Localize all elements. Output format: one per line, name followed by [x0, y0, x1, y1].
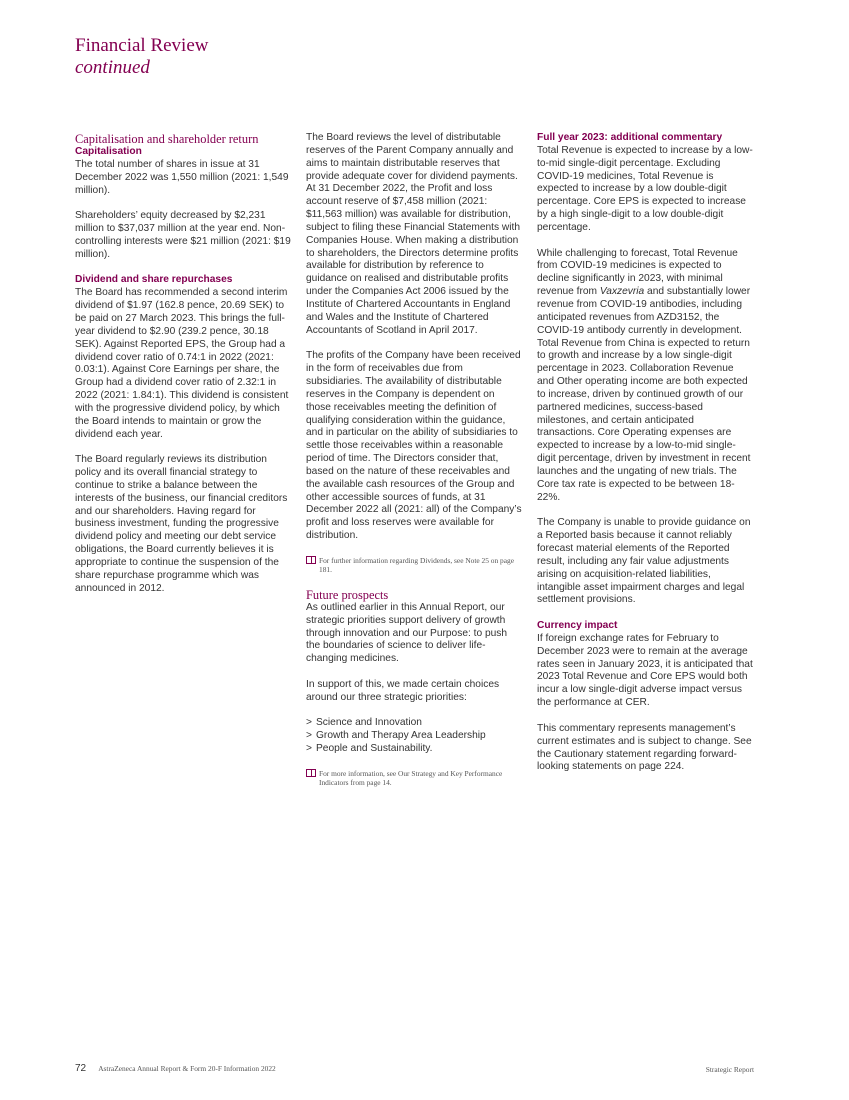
list-item: > Science and Innovation — [306, 717, 522, 730]
section-title-capitalisation: Capitalisation and shareholder return — [75, 132, 259, 146]
paragraph: The Company is unable to provide guidance on a Reported basis because it cannot reliably forecast material elements of the Reported result, including any fair value adjustments arising on acquisition-related liabilities, intangible asset impairment charges and legal settlement provisions. — [537, 517, 751, 606]
section-title-future-prospects: Future prospects — [306, 587, 389, 602]
book-icon — [306, 769, 316, 777]
page-footer — [75, 1063, 754, 1074]
text-run: While challenging to forecast, Total Revenue from COVID-19 medicines is expected to decline significantly in 2023, with minimal revenue from — [537, 247, 738, 298]
paragraph: This commentary represents management’s current estimates and is subject to change. See the Cautionary statement regarding forward-looking statements on page 224. — [537, 722, 752, 773]
paragraph — [537, 248, 753, 505]
page-header — [75, 35, 209, 79]
cross-reference-note[interactable] — [306, 769, 522, 787]
paragraph: In support of this, we made certain choices around our three strategic priorities: — [306, 678, 500, 703]
column-3 — [537, 132, 753, 787]
page-subtitle: continued — [75, 57, 150, 78]
page-title: Financial Review — [75, 35, 209, 56]
priorities-list — [306, 717, 522, 756]
column-1 — [75, 132, 291, 608]
text-run: and substantially lower revenue from COVID-19 antibodies, including anticipated revenues from AZD3152, the COVID-19 antibody currently in development. Total Revenue from China is expected to return to growth and increase by a low single-digit percentage in 2023. Collaboration Revenue and Other operating income are both expected to increase, driven by continued growth of our partnered medicines, success-based milestones, and certain anticipated transactions. Core Operating expenses are expected to increase by a low-to-mid single-digit percentage, driven by investment in recent launches and the ungating of new trials. The Core tax rate is expected to be between 18-22%. — [537, 286, 751, 503]
cross-reference-note[interactable] — [306, 556, 522, 574]
subheading-capitalisation: Capitalisation — [75, 146, 142, 157]
book-icon — [306, 556, 316, 564]
note-text: For further information regarding Dividends, see Note 25 on page 181. — [319, 555, 514, 574]
publication-name: AstraZeneca Annual Report & Form 20-F Information 2022 — [98, 1064, 276, 1073]
paragraph: Shareholders’ equity decreased by $2,231 million to $37,037 million at the year end. Non-controlling interests were $21 million (2021: $19 million). — [75, 210, 291, 260]
subheading-full-year-2023: Full year 2023: additional commentary — [537, 132, 723, 143]
paragraph: The total number of shares in issue at 31 December 2022 was 1,550 million (2021: 1,549 million). — [75, 158, 289, 196]
subheading-currency-impact: Currency impact — [537, 620, 618, 632]
product-name: Vaxzevria — [599, 286, 645, 298]
paragraph: As outlined earlier in this Annual Report, our strategic priorities support delivery of growth through innovation and our Purpose: to push the boundaries of science to deliver life-changing medicines. — [306, 601, 508, 665]
column-2 — [306, 132, 522, 801]
paragraph: The profits of the Company have been received in the form of receivables due from subsidiaries. The availability of distributable reserves in the Company is dependent on those receivables meeting the definition of qualifying consideration within the guidance, and in particular on the ability of subsidiaries to settle those receivables within a reasonable period of time. The Directors consider that, based on the nature of these receivables and the available cash resources of the Group and other accessible sources of funds, at 31 December 2022 all (2021: all) of the Company’s profit and loss reserves were available for distribution. — [306, 350, 522, 542]
paragraph: The Board reviews the level of distributable reserves of the Parent Company annually and aims to maintain distributable reserves that provide adequate cover for dividend payments. At 31 December 2022, the Profit and loss account reserve of $7,458 million (2021: $11,563 million) was available for distribution, subject to filing these Financial Statements with Companies House. When making a distribution to shareholders, the Directors determine profits available for distribution by reference to guidance on realised and distributable profits under the Companies Act 2006 issued by the Institute of Chartered Accountants in England and Wales and the Institute of Chartered Accountants of Scotland in April 2017. — [306, 132, 521, 336]
paragraph: Total Revenue is expected to increase by a low-to-mid single-digit percentage. Excluding COVID-19 medicines, Total Revenue is expected to increase by a low double-digit percentage. Core EPS is expected to increase by a high single-digit to a low double-digit percentage. — [537, 144, 753, 233]
paragraph: If foreign exchange rates for February to December 2023 were to remain at the average rates seen in January 2023, it is anticipated that 2023 Total Revenue and Core EPS would both incur a low single-digit adverse impact versus the performance at CER. — [537, 632, 753, 709]
section-label: Strategic Report — [705, 1065, 754, 1074]
paragraph: The Board regularly reviews its distribution policy and its overall financial strategy to continue to strike a balance between the interests of the business, our financial creditors and our shareholders. Having regard for business investment, funding the progressive dividend policy and meeting our debt service obligations, the Board currently believes it is appropriate to continue the suspension of the share repurchase programme which was announced in 2012. — [75, 454, 288, 594]
list-item: > Growth and Therapy Area Leadership — [306, 730, 522, 743]
paragraph: The Board has recommended a second interim dividend of $1.97 (162.8 pence, 20.69 SEK) to be paid on 27 March 2023. This brings the full-year dividend to $2.90 (239.2 pence, 30.18 SEK). Against Reported EPS, the Group had a dividend cover ratio of 0.74:1 in 2022 (2021: 0.03:1). Against Core Earnings per share, the Group had a dividend cover ratio of 2.32:1 in 2022 (2021: 1.84:1). This dividend is consistent with the progressive dividend policy, by which the Board intends to maintain or grow the dividend each year. — [75, 287, 289, 440]
subheading-dividend: Dividend and share repurchases — [75, 274, 233, 286]
page-number: 72 — [75, 1063, 87, 1074]
note-text: For more information, see Our Strategy and Key Performance Indicators from page 14. — [319, 768, 503, 787]
list-item: > People and Sustainability. — [306, 743, 522, 756]
